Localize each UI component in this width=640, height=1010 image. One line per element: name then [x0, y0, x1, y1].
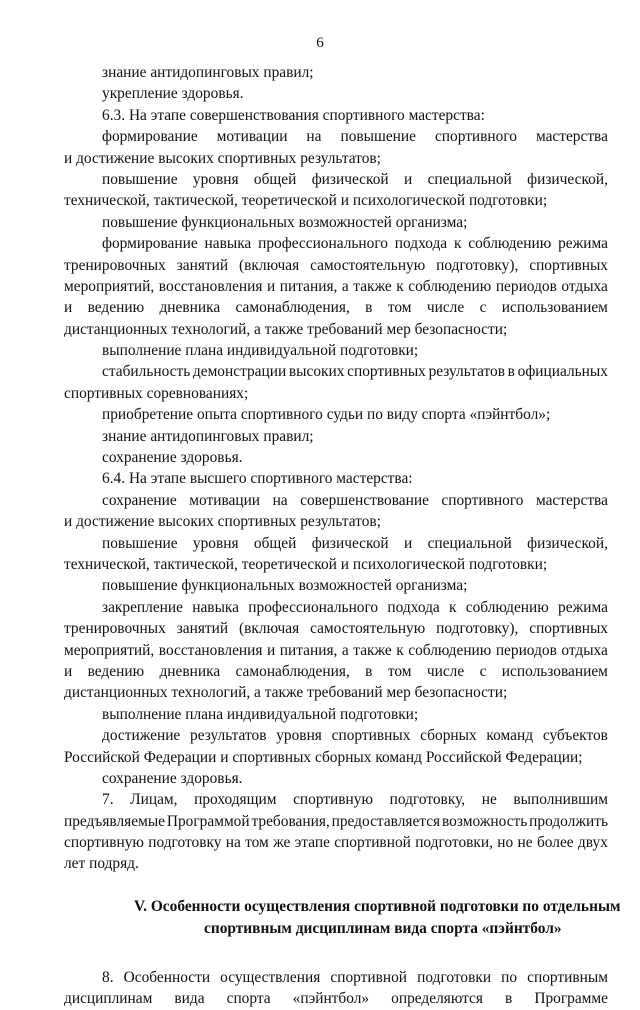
section-heading-line: V. Особенности осуществления спортивной подготовки по отдельным [134, 898, 621, 916]
page-number: 6 [316, 35, 324, 51]
paragraph [64, 789, 608, 875]
paragraph [64, 490, 608, 533]
text-line: 8. Особенности осуществления спортивной подготовки по спортивным [102, 969, 608, 987]
text-line: и ведению дневника самонаблюдения, в том числе с использованием [64, 299, 608, 317]
text-line: технической, тактической, теоретической и психологической подготовки; [64, 555, 548, 573]
section-heading-line: спортивным дисциплинам вида спорта «пэйнтбол» [204, 919, 562, 937]
text-line: знание антидопинговых правил; [102, 427, 314, 445]
text-line: повышение уровня общей физической и специальной физической, [102, 534, 608, 552]
text-line: повышение уровня общей физической и специальной физической, [102, 170, 608, 188]
paragraph [64, 447, 608, 468]
paragraph [64, 126, 608, 169]
paragraph [64, 426, 608, 447]
text-line: повышение функциональных возможностей организма; [102, 213, 468, 231]
text-line: формирование мотивации на повышение спортивного мастерства [102, 128, 608, 146]
text-line: дисциплинам вида спорта «пэйнтбол» определяются в Программе [64, 990, 608, 1008]
text-line: 7. Лицам, проходящим спортивную подготовку, не выполнившим [102, 791, 608, 809]
text-line: Российской Федерации и спортивных сборных команд Российской Федерации; [64, 748, 583, 766]
paragraph [64, 768, 608, 789]
text-line: и достижение высоких спортивных результатов; [64, 149, 381, 167]
text-line: приобретение опыта спортивного судьи по виду спорта «пэйнтбол»; [102, 406, 551, 424]
text-line: дистанционных технологий, а также требований мер безопасности; [64, 320, 508, 338]
text-line: достижение результатов уровня спортивных сборных команд субъектов [102, 727, 608, 745]
paragraph [64, 340, 608, 361]
text-line: повышение функциональных возможностей организма; [102, 577, 468, 595]
text-line: мероприятий, восстановления и питания, а также к соблюдению периодов отдыха [64, 277, 608, 295]
paragraph [64, 404, 608, 425]
paragraph [64, 597, 608, 704]
paragraph [64, 212, 608, 233]
text-line: 6.4. На этапе высшего спортивного мастерства: [102, 470, 413, 488]
text-line: и ведению дневника самонаблюдения, в том числе с использованием [64, 662, 608, 680]
text-line: дистанционных технологий, а также требований мер безопасности; [64, 684, 508, 702]
text-line: спортивную подготовку на том же этапе спортивной подготовки, но не более двух [64, 834, 608, 852]
blank-line [64, 875, 608, 896]
paragraph [64, 83, 608, 104]
text-line: предъявляемые Программой требования, предоставляется возможность продолжить [64, 812, 608, 830]
text-line: укрепление здоровья. [102, 85, 244, 103]
paragraph [64, 169, 608, 212]
text-line: сохранение здоровья. [102, 449, 243, 467]
text-line: технической, тактической, теоретической и психологической подготовки; [64, 192, 548, 210]
closing-paragraph [64, 967, 608, 1010]
text-line: лет подряд. [64, 855, 139, 873]
document-body [64, 62, 621, 1010]
paragraph [64, 533, 608, 576]
text-line: выполнение плана индивидуальной подготовки; [102, 705, 419, 723]
paragraph [64, 468, 608, 489]
text-line: тренировочных занятий (включая самостоятельную подготовку), спортивных [64, 256, 608, 274]
paragraph [64, 62, 608, 83]
text-line: стабильность демонстрации высоких спортивных результатов в официальных [102, 363, 608, 381]
text-line: и достижение высоких спортивных результатов; [64, 513, 381, 531]
text-line: формирование навыка профессионального подхода к соблюдению режима [102, 235, 608, 253]
paragraph [64, 361, 608, 404]
text-line: сохранение мотивации на совершенствование спортивного мастерства [102, 491, 608, 509]
paragraph [64, 704, 608, 725]
blank-line [64, 939, 608, 967]
text-line: выполнение плана индивидуальной подготовки; [102, 342, 419, 360]
text-line: спортивных соревнованиях; [64, 384, 249, 402]
text-line: мероприятий, восстановления и питания, а также к соблюдению периодов отдыха [64, 641, 608, 659]
text-line: закрепление навыка профессионального подхода к соблюдению режима [102, 598, 608, 616]
paragraph [64, 233, 608, 340]
text-line: сохранение здоровья. [102, 769, 243, 787]
section-heading [64, 896, 621, 939]
text-line: 6.3. На этапе совершенствования спортивного мастерства: [102, 106, 485, 124]
text-line: тренировочных занятий (включая самостоятельную подготовку), спортивных [64, 620, 608, 638]
paragraph [64, 575, 608, 596]
paragraph [64, 105, 608, 126]
text-line: знание антидопинговых правил; [102, 64, 314, 81]
paragraph [64, 725, 608, 768]
